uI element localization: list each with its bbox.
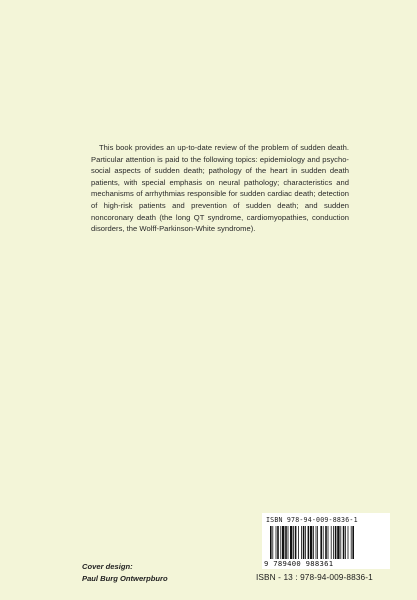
isbn-13: ISBN - 13 : 978-94-009-8836-1 [256, 572, 373, 582]
barcode-bar [293, 526, 294, 562]
barcode-digits: 9 789400 988361 [264, 559, 388, 568]
barcode-bar [317, 526, 318, 562]
barcode-bar [320, 526, 322, 562]
barcode-bar [305, 526, 306, 562]
barcode-bar [310, 526, 312, 562]
barcode-bar [335, 526, 337, 562]
barcode-bar [337, 526, 339, 562]
barcode-bar [276, 526, 277, 562]
barcode-bar [308, 526, 310, 562]
barcode-bar [348, 526, 349, 562]
cover-design-label: Cover design: [82, 562, 133, 571]
barcode-bar [316, 526, 317, 562]
barcode-bar [343, 526, 345, 562]
barcode-bar [301, 526, 302, 562]
barcode-bar [325, 526, 327, 562]
barcode-bar [328, 526, 329, 562]
barcode-bar [303, 526, 305, 562]
barcode-bar [345, 526, 346, 562]
barcode-bar [295, 526, 297, 562]
barcode-bar [351, 526, 352, 562]
barcode-bar [313, 526, 314, 562]
barcode-bar [270, 526, 272, 562]
book-description: This book provides an up-to-date review of the problem of sudden death. Particular attention is paid to the following topics: epidemiology and psycho-social aspects of sudden death; pathology of the heart in sudden death patients, with special emphasis on neural pathology; characteristics and mechanisms of arrhythmias responsible for sudden cardiac death; detection of high-risk patients and prevention of sudden death; and sudden noncoronary death (the long QT syndrome, cardiomyopathies, conduction disorders, the Wolff-Parkinson-White syndrome). [91, 143, 349, 234]
barcode-bar [277, 526, 279, 562]
cover-designer-name: Paul Burg Ontwerpburo [82, 573, 168, 583]
barcode-bar [290, 526, 292, 562]
barcode-icon [270, 526, 382, 562]
barcode-isbn-label: ISBN 978-94-009-8836-1 [266, 516, 358, 524]
barcode-bar [285, 526, 287, 562]
barcode-bar [280, 526, 281, 562]
barcode-bar [272, 526, 273, 562]
barcode-bar [331, 526, 332, 562]
cover-design-credit [82, 561, 168, 584]
barcode-bar [333, 526, 334, 562]
barcode-bar [298, 526, 299, 562]
barcode-bar [288, 526, 289, 562]
barcode-bar [352, 526, 354, 562]
barcode-bar [323, 526, 324, 562]
barcode-bar [340, 526, 341, 562]
barcode-bar [282, 526, 284, 562]
